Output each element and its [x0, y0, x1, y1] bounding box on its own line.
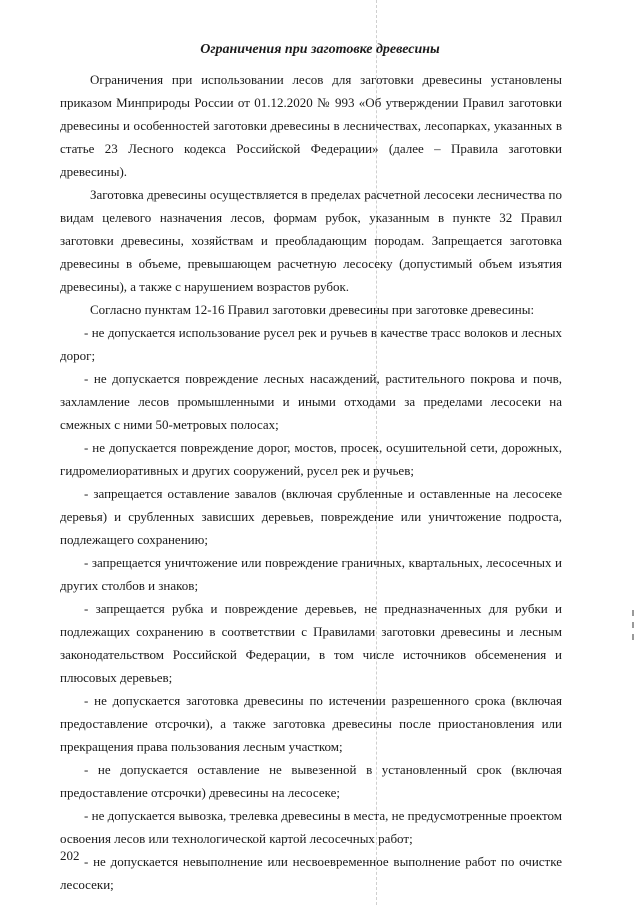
list-item: - не допускается оставление не вывезенной в установленный срок (включая предоставление отсрочки) древесины на лесосеке;	[60, 762, 562, 800]
list-item: - запрещается уничтожение или повреждение граничных, квартальных, лесосечных и других столбов и знаков;	[60, 555, 562, 593]
document-title: Ограничения при заготовке древесины	[200, 42, 440, 57]
page-number: 202	[60, 848, 80, 863]
list-item: - не допускается заготовка древесины по истечении разрешенного срока (включая предоставление отсрочки), а также заготовка древесины после приостановления или прекращения права пользования лесным участком;	[60, 693, 562, 754]
paragraph-harvest-limits: Заготовка древесины осуществляется в пределах расчетной лесосеки лесничества по видам целевого назначения лесов, формам рубок, указанным в пункте 32 Правил заготовки древесины, хозяйствам и преобладающим породам. Запрещается заготовка древесины в объеме, превышающем расчетную лесосеку (допустимый объем изъятия древесины), а также с нарушением возрастов рубок.	[60, 187, 562, 294]
scan-edge-mark	[632, 634, 634, 640]
paragraph-rules-reference: Согласно пунктам 12-16 Правил заготовки древесины при заготовке древесины:	[90, 302, 535, 317]
list-item: - запрещается оставление завалов (включая срубленные и оставленные на лесосеке деревья) и срубленных зависших деревьев, повреждение или уничтожение подроста, подлежащего сохранению;	[60, 486, 562, 547]
document-body	[60, 68, 562, 896]
list-item: - не допускается вывозка, трелевка древесины в места, не предусмотренные проектом освоения лесов или технологической картой лесосечных работ;	[60, 808, 562, 846]
paragraph-intro: Ограничения при использовании лесов для заготовки древесины установлены приказом Минприроды России от 01.12.2020 № 993 «Об утверждении Правил заготовки древесины и особенностей заготовки древесины в лесничествах, лесопарках, указанных в статье 23 Лесного кодекса Российской Федерации» (далее – Правила заготовки древесины).	[60, 72, 562, 179]
scan-edge-mark	[632, 610, 634, 616]
list-item: - запрещается рубка и повреждение деревьев, не предназначенных для рубки и подлежащих сохранению в соответствии с Правилами заготовки древесины и лесным законодательством Российской Федерации, в том числе источников обсеменения и плюсовых деревьев;	[60, 601, 562, 685]
list-item: - не допускается использование русел рек и ручьев в качестве трасс волоков и лесных дорог;	[60, 325, 562, 363]
list-item: - не допускается повреждение дорог, мостов, просек, осушительной сети, дорожных, гидромелиоративных и других сооружений, русел рек и ручьев;	[60, 440, 562, 478]
list-item: - не допускается повреждение лесных насаждений, растительного покрова и почв, захламление лесов промышленными и иными отходами за пределами лесосеки на смежных с ними 50-метровых полосах;	[60, 371, 562, 432]
list-item: - не допускается невыполнение или несвоевременное выполнение работ по очистке лесосеки;	[60, 854, 562, 892]
scan-edge-mark	[632, 622, 634, 628]
